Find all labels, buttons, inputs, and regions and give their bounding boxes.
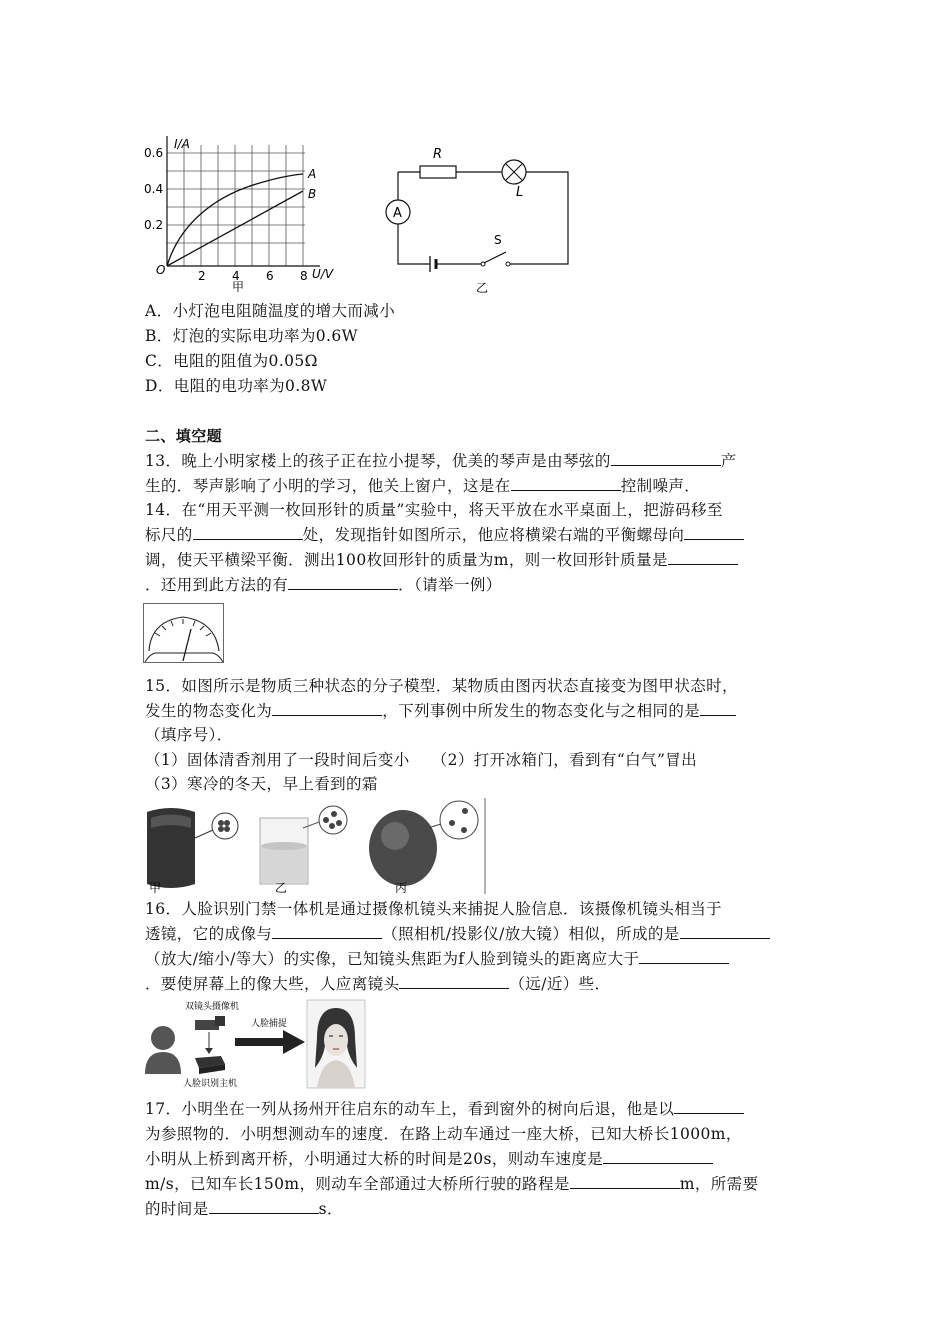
switch-label: S: [494, 233, 502, 247]
answer-blank[interactable]: [680, 923, 770, 939]
arrow-icon: [235, 1030, 305, 1054]
answer-blank[interactable]: [272, 923, 382, 939]
answer-blank[interactable]: [668, 549, 738, 565]
iu-graph: [140, 128, 365, 294]
answer-blank[interactable]: [511, 475, 621, 491]
graph-caption: 甲: [232, 280, 245, 294]
q16-line1: 16．人脸识别门禁一体机是通过摄像机镜头来捕捉人脸信息．该摄像机镜头相当于: [145, 900, 723, 918]
q13-line1: 13．晚上小明家楼上的孩子正在拉小提琴，优美的琴声是由琴弦的 产: [145, 452, 737, 470]
answer-blank[interactable]: [684, 524, 744, 540]
option-a: A．小灯泡电阻随温度的增大而减小: [145, 302, 396, 320]
q15-line3: （填序号）．: [145, 726, 233, 744]
q13-line2: 生的．琴声影响了小明的学习，他关上窗户，这是在 控制噪声．: [145, 477, 701, 495]
y-tick: 0.4: [144, 182, 164, 196]
q17-line1: 17．小明坐在一列从扬州开往启东的动车上，看到窗外的树向后退，他是以: [145, 1098, 810, 1120]
line-b-label: B: [308, 187, 317, 201]
x-tick: 8: [300, 269, 308, 283]
q16-line3: （放大/缩小/等大）的实像，已知镜头焦距为f人脸到镜头的距离应大于: [145, 948, 810, 970]
q17-line2: 为参照物的．小明想测动车的速度．在路上动车通过一座大桥，已知大桥长1000m，: [145, 1125, 742, 1143]
lamp-l: [502, 160, 526, 184]
host-label: 人脸识别主机: [183, 1079, 238, 1089]
answer-blank[interactable]: [674, 1098, 744, 1114]
answer-blank[interactable]: [639, 948, 729, 964]
resistor-r: [420, 166, 456, 178]
camera-label: 双镜头摄像机: [185, 1002, 240, 1012]
x-tick: 4: [232, 269, 240, 283]
q16-line4: ．要使屏幕上的像大些，人应离镜头 （远/近）些．: [145, 975, 611, 993]
q14-line1: 14．在“用天平测一枚回形针的质量”实验中，将天平放在水平桌面上，把游码移至: [145, 501, 723, 519]
battery: [430, 256, 436, 272]
capture-label: 人脸捕捉: [251, 1019, 288, 1029]
ammeter-label: A: [393, 206, 402, 221]
option-d: D．电阻的电功率为0.8W: [145, 377, 328, 395]
q15-line2: 发生的物态变化为 ，下列事例中所发生的物态变化与之相同的是: [145, 700, 810, 722]
q17-line5: 的时间是 s．: [145, 1200, 343, 1218]
y-tick: 0.6: [144, 146, 164, 160]
answer-blank[interactable]: [611, 450, 721, 466]
q14-line2: 标尺的 处，发现指针如图所示，他应将横梁右端的平衡螺母向: [145, 524, 810, 546]
face-photo: [307, 1000, 365, 1088]
liquid-beaker: [260, 806, 347, 884]
host-device-icon: [195, 1056, 225, 1074]
origin-label: O: [156, 263, 166, 277]
caption-bing: 丙: [395, 881, 408, 894]
states-of-matter-figure: [143, 798, 488, 894]
curve-a-label: A: [308, 167, 317, 181]
person-silhouette: [145, 1026, 181, 1074]
q16-line2: 透镜，它的成像与 （照相机/投影仪/放大镜）相似，所成的是: [145, 923, 810, 945]
face-recognition-figure: [143, 998, 368, 1090]
answer-blank[interactable]: [570, 1173, 680, 1189]
y-tick: 0.2: [144, 218, 164, 232]
q17-line3: 小明从上桥到离开桥，小明通过大桥的时间是20s，则动车速度是: [145, 1148, 810, 1170]
answer-blank[interactable]: [603, 1148, 713, 1164]
q15-line5: （3）寒冷的冬天，早上看到的霜: [145, 775, 378, 793]
q17-line4: m/s，已知车长150m，则动车全部通过大桥所行驶的路程是 m，所需要: [145, 1175, 759, 1193]
balance-pointer-figure: [143, 603, 225, 663]
caption-yi: 乙: [275, 881, 288, 894]
x-axis-label: U/V: [312, 267, 334, 281]
switch-s: [481, 252, 510, 266]
camera-icon: [195, 1016, 225, 1030]
answer-blank[interactable]: [700, 700, 736, 716]
y-axis-label: I/A: [174, 137, 190, 151]
answer-blank[interactable]: [288, 574, 398, 590]
q15-line4: （1）固体清香剂用了一段时间后变小 （2）打开冰箱门，看到有“白气”冒出: [145, 751, 698, 769]
circuit-caption: 乙: [476, 281, 489, 295]
circuit-diagram: [380, 140, 575, 295]
resistor-label: R: [433, 147, 443, 162]
caption-jia: 甲: [149, 881, 162, 894]
q14-line4: ．还用到此方法的有 ．（请举一例）: [145, 576, 502, 594]
solid-block: [147, 808, 238, 888]
q15-line1: 15．如图所示是物质三种状态的分子模型．某物质由图丙状态直接变为图甲状态时，: [145, 677, 738, 695]
option-c: C．电阻的阻值为0.05Ω: [145, 352, 318, 370]
answer-blank[interactable]: [193, 524, 303, 540]
lamp-label: L: [516, 185, 524, 200]
x-tick: 2: [198, 269, 206, 283]
section-heading: 二、填空题: [145, 427, 223, 445]
graph-grid: [167, 145, 305, 266]
option-b: B．灯泡的实际电功率为0.6W: [145, 327, 358, 345]
gas-sphere: [369, 801, 478, 886]
answer-blank[interactable]: [209, 1198, 319, 1214]
answer-blank[interactable]: [272, 700, 382, 716]
x-tick: 6: [266, 269, 274, 283]
q14-line3: 调，使天平横梁平衡．测出100枚回形针的质量为m，则一枚回形针质量是: [145, 549, 810, 571]
answer-blank[interactable]: [399, 973, 509, 989]
